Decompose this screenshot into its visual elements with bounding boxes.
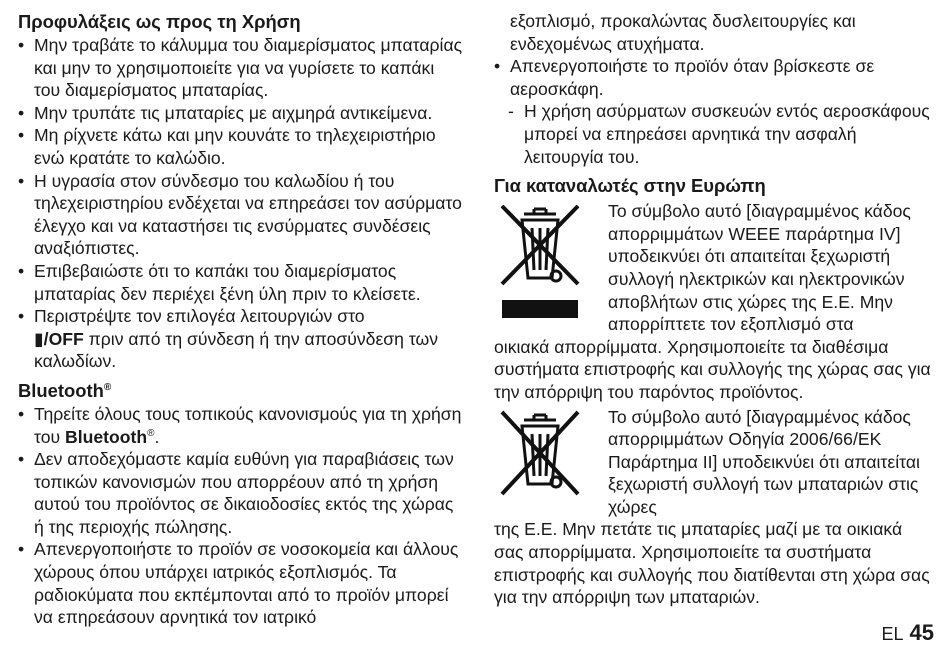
- list-item-text: Περιστρέψτε τον επιλογέα λειτουργιών στο: [34, 306, 365, 327]
- list-item: • Η υγρασία στον σύνδεσμο του καλωδίου ή του τηλεχειριστηρίου ενδέχεται να επηρεάσει τον ασύρματο έλεγχο και να καταστήσει τις ενσύρματες συνδέσεις αναξιόπιστες.: [18, 170, 462, 259]
- page-number: 45: [909, 620, 934, 645]
- list-item: • Μη ρίχνετε κάτω και μην κουνάτε το τηλεχειριστήριο ενώ κρατάτε το καλώδιο.: [18, 125, 436, 168]
- list-item: • Δεν αποδεχόμαστε καμία ευθύνη για παραβιάσεις των τοπικών κανονισμών που απορρέουν από τη χρήση αυτού του προϊόντος σε δικαιοδοσίες εκτός της χώρας ή της περιοχής πώλησης.: [18, 449, 454, 537]
- language-code: EL: [881, 624, 904, 644]
- list-item-text: Απενεργοποιήστε το προϊόν σε νοσοκομεία και άλλους χώρους όπου υπάρχει ιατρικός εξοπλισμός. Τα ραδιοκύματα που εκπέμπονται από το προϊόν μπορεί να επηρεάσουν αρνητικά τον ιατρικό: [34, 539, 459, 628]
- sub-list-item: - Η χρήση ασύρματων συσκευών εντός αεροσκάφους μπορεί να επηρεάσει αρνητικά την ασφαλή λειτουργία του.: [508, 101, 930, 167]
- sub-list-item-text: Η χρήση ασύρματων συσκευών εντός αεροσκάφους μπορεί να επηρεάσει αρνητικά την ασφαλή λειτουργία του.: [524, 101, 930, 167]
- list-item-text: .: [154, 426, 160, 447]
- list-item: • Περιστρέψτε τον επιλογέα λειτουργιών στο ▮/OFF πριν από τη σύνδεση ή την αποσύνδεση των καλωδίων.: [18, 306, 439, 372]
- precautions-heading: Προφυλάξεις ως προς τη Χρήση: [18, 11, 301, 32]
- list-item: • Επιβεβαιώστε ότι το καπάκι του διαμερίσματος μπαταρίας δεν περιέχει ξένη ύλη πριν το κλείσετε.: [18, 260, 421, 304]
- battery-symbol: [494, 406, 608, 504]
- list-item-continuation: εξοπλισμό, προκαλώντας δυσλειτουργίες και ενδεχομένως ατυχήματα.: [510, 11, 856, 54]
- registered-mark: ®: [147, 427, 155, 439]
- battery-text: Το σύμβολο αυτό [διαγραμμένος κάδος απορριμμάτων Οδηγία 2006/66/ΕΚ Παράρτημα II] υποδεικνύει ότι απαιτείται ξεχωριστή συλλογή των μπαταριών στις χώρες: [608, 406, 920, 517]
- page-footer: [881, 620, 934, 646]
- weee-text-continuation: οικιακά απορρίμματα. Χρησιμοποιείτε τα διαθέσιμα συστήματα επιστροφής και συλλογής της χώρας σας για την απόρριψη του παρόντος προϊόντος.: [494, 336, 931, 402]
- list-item: • Απενεργοποιήστε το προϊόν σε νοσοκομεία και άλλους χώρους όπου υπάρχει ιατρικός εξοπλισμός. Τα ραδιοκύματα που εκπέμπονται από το προϊόν μπορεί να επηρεάσουν αρνητικά τον ιατρικό: [18, 539, 459, 628]
- weee-bar: [502, 300, 578, 318]
- crossed-out-bin-icon: [494, 406, 586, 498]
- right-column: [494, 10, 936, 609]
- battery-notice: [494, 406, 936, 519]
- bluetooth-heading: [18, 379, 464, 403]
- bluetooth-heading-text: Bluetooth: [18, 379, 104, 401]
- europe-heading: Για καταναλωτές στην Ευρώπη: [494, 175, 766, 197]
- list-item: • Μην τρυπάτε τις μπαταρίες με αιχμηρά αντικείμενα.: [18, 102, 433, 123]
- list-item-text: πριν από τη σύνδεση ή την αποσύνδεση των καλωδίων.: [34, 328, 439, 372]
- battery-text-continuation: της Ε.Ε. Μην πετάτε τις μπαταρίες μαζί με τα οικιακά σας απορρίμματα. Χρησιμοποιείτε τα συστήματα επιστροφής και συλλογής που διατίθενται στη χώρα σας για την απόρριψη των μπαταριών.: [494, 519, 930, 608]
- list-item-text: Απενεργοποιήστε το προϊόν όταν βρίσκεστε σε αεροσκάφη.: [510, 56, 875, 99]
- list-item: • Τηρείτε όλους τους τοπικούς κανονισμούς για τη χρήση του Bluetooth®.: [18, 403, 462, 447]
- list-item: • Απενεργοποιήστε το προϊόν όταν βρίσκεστε σε αεροσκάφη.: [494, 56, 875, 99]
- list-item-text: Επιβεβαιώστε ότι το καπάκι του διαμερίσματος μπαταρίας δεν περιέχει ξένη ύλη πριν το κλείσετε.: [34, 260, 421, 304]
- weee-text: Το σύμβολο αυτό [διαγραμμένος κάδος απορριμμάτων WEEE παράρτημα IV] υποδεικνύει ότι απαιτείται ξεχωριστή συλλογή ηλεκτρικών και ηλεκτρονικών αποβλήτων στις χώρες της Ε.Ε. Μην απορρίπτετε τον εξοπλισμό στα: [608, 201, 911, 335]
- list-item-text: Η υγρασία στον σύνδεσμο του καλωδίου ή του τηλεχειριστηρίου ενδέχεται να επηρεάσει τον ασύρματο έλεγχο και να καταστήσει τις ενσύρματες συνδέσεις αναξιόπιστες.: [34, 170, 462, 259]
- crossed-out-bin-icon: [494, 200, 586, 286]
- list-item-text: Τηρείτε όλους τους τοπικούς κανονισμούς για τη χρήση του: [34, 403, 462, 447]
- mode-dial-off-label: ▮/OFF: [34, 328, 84, 349]
- list-item-text: Μη ρίχνετε κάτω και μην κουνάτε το τηλεχειριστήριο ενώ κρατάτε το καλώδιο.: [34, 125, 436, 168]
- left-column: [18, 10, 464, 629]
- weee-symbol: [494, 200, 608, 318]
- list-item: • Μην τραβάτε το κάλυμμα του διαμερίσματος μπαταρίας και μην το χρησιμοποιείτε για να γυρίσετε το καπάκι του διαμερίσματος μπαταρίας.: [18, 35, 463, 101]
- list-item-text: Μην τραβάτε το κάλυμμα του διαμερίσματος μπαταρίας και μην το χρησιμοποιείτε για να γυρίσετε το καπάκι του διαμερίσματος μπαταρίας.: [34, 35, 463, 101]
- registered-mark: ®: [103, 381, 112, 393]
- bluetooth-bold: Bluetooth: [65, 426, 148, 447]
- list-item-text: Μην τρυπάτε τις μπαταρίες με αιχμηρά αντικείμενα.: [34, 102, 433, 123]
- list-item-text: Δεν αποδεχόμαστε καμία ευθύνη για παραβιάσεις των τοπικών κανονισμών που απορρέουν από τη χρήση αυτού του προϊόντος σε δικαιοδοσίες εκτός της χώρας ή της περιοχής πώλησης.: [34, 449, 454, 537]
- weee-notice: [494, 200, 936, 336]
